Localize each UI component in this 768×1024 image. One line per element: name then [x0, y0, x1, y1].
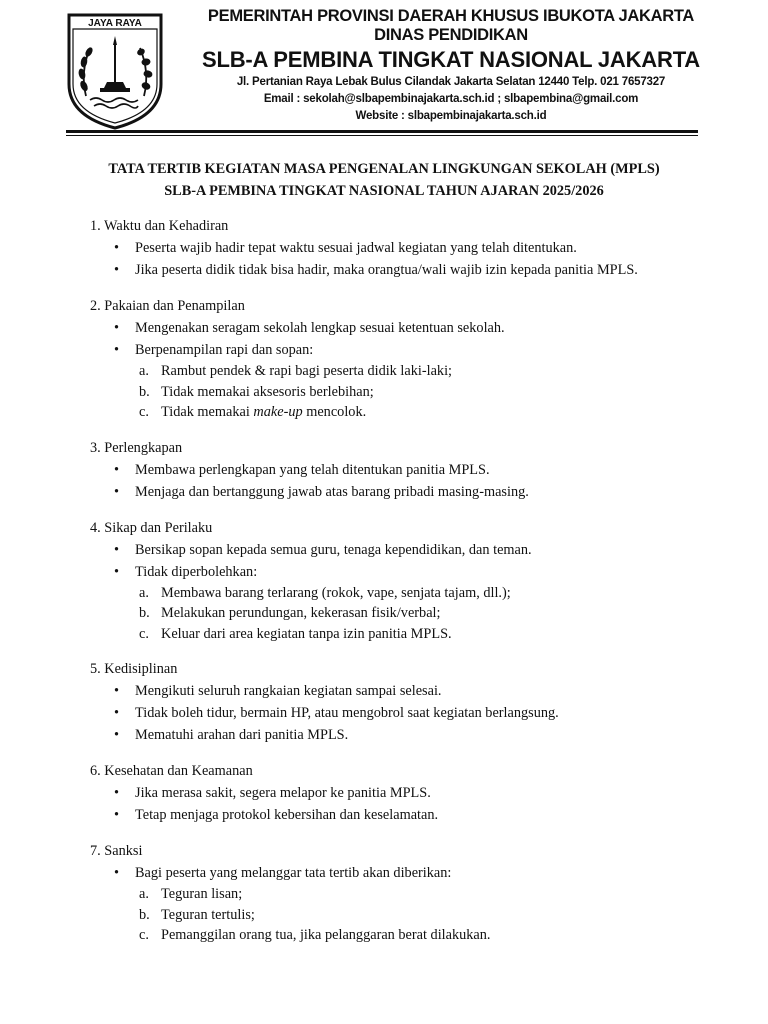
letterhead-government: PEMERINTAH PROVINSI DAERAH KHUSUS IBUKOTA JAKARTA [207, 7, 695, 25]
list-item-text: Jika peserta didik tidak bisa hadir, maka orangtua/wali wajib izin kepada panitia MPLS. [135, 262, 638, 278]
sub-list-text: Membawa barang terlarang (rokok, vape, senjata tajam, dll.); [161, 584, 511, 601]
list-item [90, 804, 730, 826]
sub-list-marker: a. [139, 584, 149, 601]
section-perlengkapan [90, 437, 730, 503]
list-item [90, 561, 730, 583]
list-item-text: Bagi peserta yang melanggar tata tertib akan diberikan: [135, 865, 452, 881]
section-waktu-kehadiran [90, 215, 730, 281]
list-item-text: Mematuhi arahan dari panitia MPLS. [135, 727, 349, 743]
sub-list-italic-text: make-up [253, 404, 303, 420]
list-item [90, 862, 730, 884]
list-item-text: Tetap menjaga protokol kebersihan dan keselamatan. [135, 807, 439, 823]
list-item-text: Peserta wajib hadir tepat waktu sesuai jadwal kegiatan yang telah ditentukan. [135, 240, 577, 256]
sub-list-marker: b. [139, 906, 150, 923]
section-title: 6. Kesehatan dan Keamanan [90, 763, 253, 779]
bullet-icon: • [114, 807, 120, 823]
section-title: 5. Kedisiplinan [90, 661, 178, 677]
bullet-icon: • [114, 461, 120, 478]
letterhead [196, 6, 706, 125]
list-item [90, 259, 730, 281]
bullet-icon: • [114, 240, 120, 256]
sub-list-item [90, 583, 730, 604]
bullet-list [90, 539, 730, 583]
sub-list-marker: c. [139, 404, 149, 420]
sub-list-text: Teguran lisan; [161, 886, 243, 902]
letterhead-website: Website : slbapembinajakarta.sch.id [355, 110, 547, 122]
list-item [90, 702, 730, 724]
section-title: 7. Sanksi [90, 843, 143, 859]
section-kedisiplinan [90, 658, 730, 746]
sub-list-marker: c. [139, 625, 149, 642]
logo-text: JAYA RAYA [88, 18, 142, 29]
letterhead-divider-thick [66, 130, 698, 133]
sub-list-item [90, 905, 730, 926]
list-item [90, 680, 730, 702]
sub-list-item [90, 624, 730, 645]
bullet-icon: • [114, 705, 120, 721]
sub-list-text-after: mencolok. [302, 404, 367, 420]
list-item-text: Mengenakan seragam sekolah lengkap sesuai ketentuan sekolah. [135, 320, 505, 336]
letterhead-address: Jl. Pertanian Raya Lebak Bulus Cilandak Jakarta Selatan 12440 Telp. 021 7657327 [236, 76, 666, 88]
bullet-icon: • [114, 563, 120, 580]
bullet-list [90, 459, 730, 503]
list-item-text: Berpenampilan rapi dan sopan: [135, 342, 314, 358]
sub-list-text: Pemanggilan orang tua, jika pelanggaran berat dilakukan. [161, 927, 491, 943]
bullet-icon: • [114, 320, 120, 336]
section-pakaian-penampilan [90, 295, 730, 423]
sub-list-marker: b. [139, 383, 150, 400]
bullet-list [90, 782, 730, 826]
letterhead-email: Email : sekolah@slbapembinajakarta.sch.id ; slbapembina@gmail.com [263, 93, 639, 105]
letterhead-divider-thin [66, 135, 698, 136]
list-item-text: Membawa perlengkapan yang telah ditentukan panitia MPLS. [135, 461, 490, 478]
bullet-icon: • [114, 683, 120, 699]
list-item [90, 539, 730, 561]
sub-list-item [90, 884, 730, 905]
section-sikap-perilaku [90, 517, 730, 645]
sub-list-text: Melakukan perundungan, kekerasan fisik/verbal; [161, 605, 441, 621]
list-item [90, 339, 730, 361]
sub-list [90, 884, 730, 946]
bullet-icon: • [114, 865, 120, 881]
sub-list-marker: c. [139, 927, 149, 943]
sub-list-text: Teguran tertulis; [161, 906, 255, 923]
rules-content [90, 215, 730, 960]
sub-list-item [90, 382, 730, 403]
sub-list-text: Tidak memakai aksesoris berlebihan; [161, 383, 374, 400]
list-item-text: Menjaga dan bertanggung jawab atas barang pribadi masing-masing. [135, 483, 529, 500]
bullet-icon: • [114, 342, 120, 358]
list-item [90, 459, 730, 481]
bullet-icon: • [114, 785, 120, 801]
bullet-icon: • [114, 262, 120, 278]
section-sanksi [90, 840, 730, 946]
section-title: 3. Perlengkapan [90, 439, 183, 456]
sub-list-marker: a. [139, 886, 149, 902]
list-item-text: Tidak diperbolehkan: [135, 563, 258, 580]
sub-list-item [90, 361, 730, 382]
bullet-icon: • [114, 727, 120, 743]
bullet-list [90, 680, 730, 746]
list-item [90, 724, 730, 746]
sub-list [90, 583, 730, 645]
list-item-text: Bersikap sopan kepada semua guru, tenaga kependidikan, dan teman. [135, 541, 532, 558]
bullet-list [90, 317, 730, 361]
bullet-list [90, 237, 730, 281]
sub-list-text: Tidak memakai [161, 404, 254, 420]
title-line-1: TATA TERTIB KEGIATAN MASA PENGENALAN LINGKUNGAN SEKOLAH (MPLS) [108, 161, 660, 177]
bullet-icon: • [114, 541, 120, 558]
sub-list-marker: a. [139, 363, 149, 379]
list-item-text: Mengikuti seluruh rangkaian kegiatan sampai selesai. [135, 683, 442, 699]
list-item [90, 237, 730, 259]
sub-list-item [90, 402, 730, 423]
sub-list-item [90, 603, 730, 624]
list-item-text: Tidak boleh tidur, bermain HP, atau mengobrol saat kegiatan berlangsung. [135, 705, 559, 721]
sub-list [90, 361, 730, 423]
section-title: 4. Sikap dan Perilaku [90, 519, 213, 536]
letterhead-school-name: SLB-A PEMBINA TINGKAT NASIONAL JAKARTA [202, 47, 700, 72]
sub-list-marker: b. [139, 605, 150, 621]
sub-list-text: Keluar dari area kegiatan tanpa izin panitia MPLS. [161, 625, 452, 642]
bullet-icon: • [114, 483, 120, 500]
list-item [90, 481, 730, 503]
letterhead-department: DINAS PENDIDIKAN [374, 26, 528, 44]
bullet-list [90, 862, 730, 884]
section-kesehatan-keamanan [90, 760, 730, 826]
section-title: 2. Pakaian dan Penampilan [90, 298, 245, 314]
list-item-text: Jika merasa sakit, segera melapor ke panitia MPLS. [135, 785, 431, 801]
section-title: 1. Waktu dan Kehadiran [90, 218, 229, 234]
list-item [90, 317, 730, 339]
jaya-raya-emblem-logo [66, 12, 164, 130]
sub-list-text: Rambut pendek & rapi bagi peserta didik laki-laki; [161, 363, 453, 379]
document-title [60, 158, 708, 202]
title-line-2: SLB-A PEMBINA TINGKAT NASIONAL TAHUN AJARAN 2025/2026 [164, 183, 604, 199]
list-item [90, 782, 730, 804]
sub-list-item [90, 925, 730, 946]
